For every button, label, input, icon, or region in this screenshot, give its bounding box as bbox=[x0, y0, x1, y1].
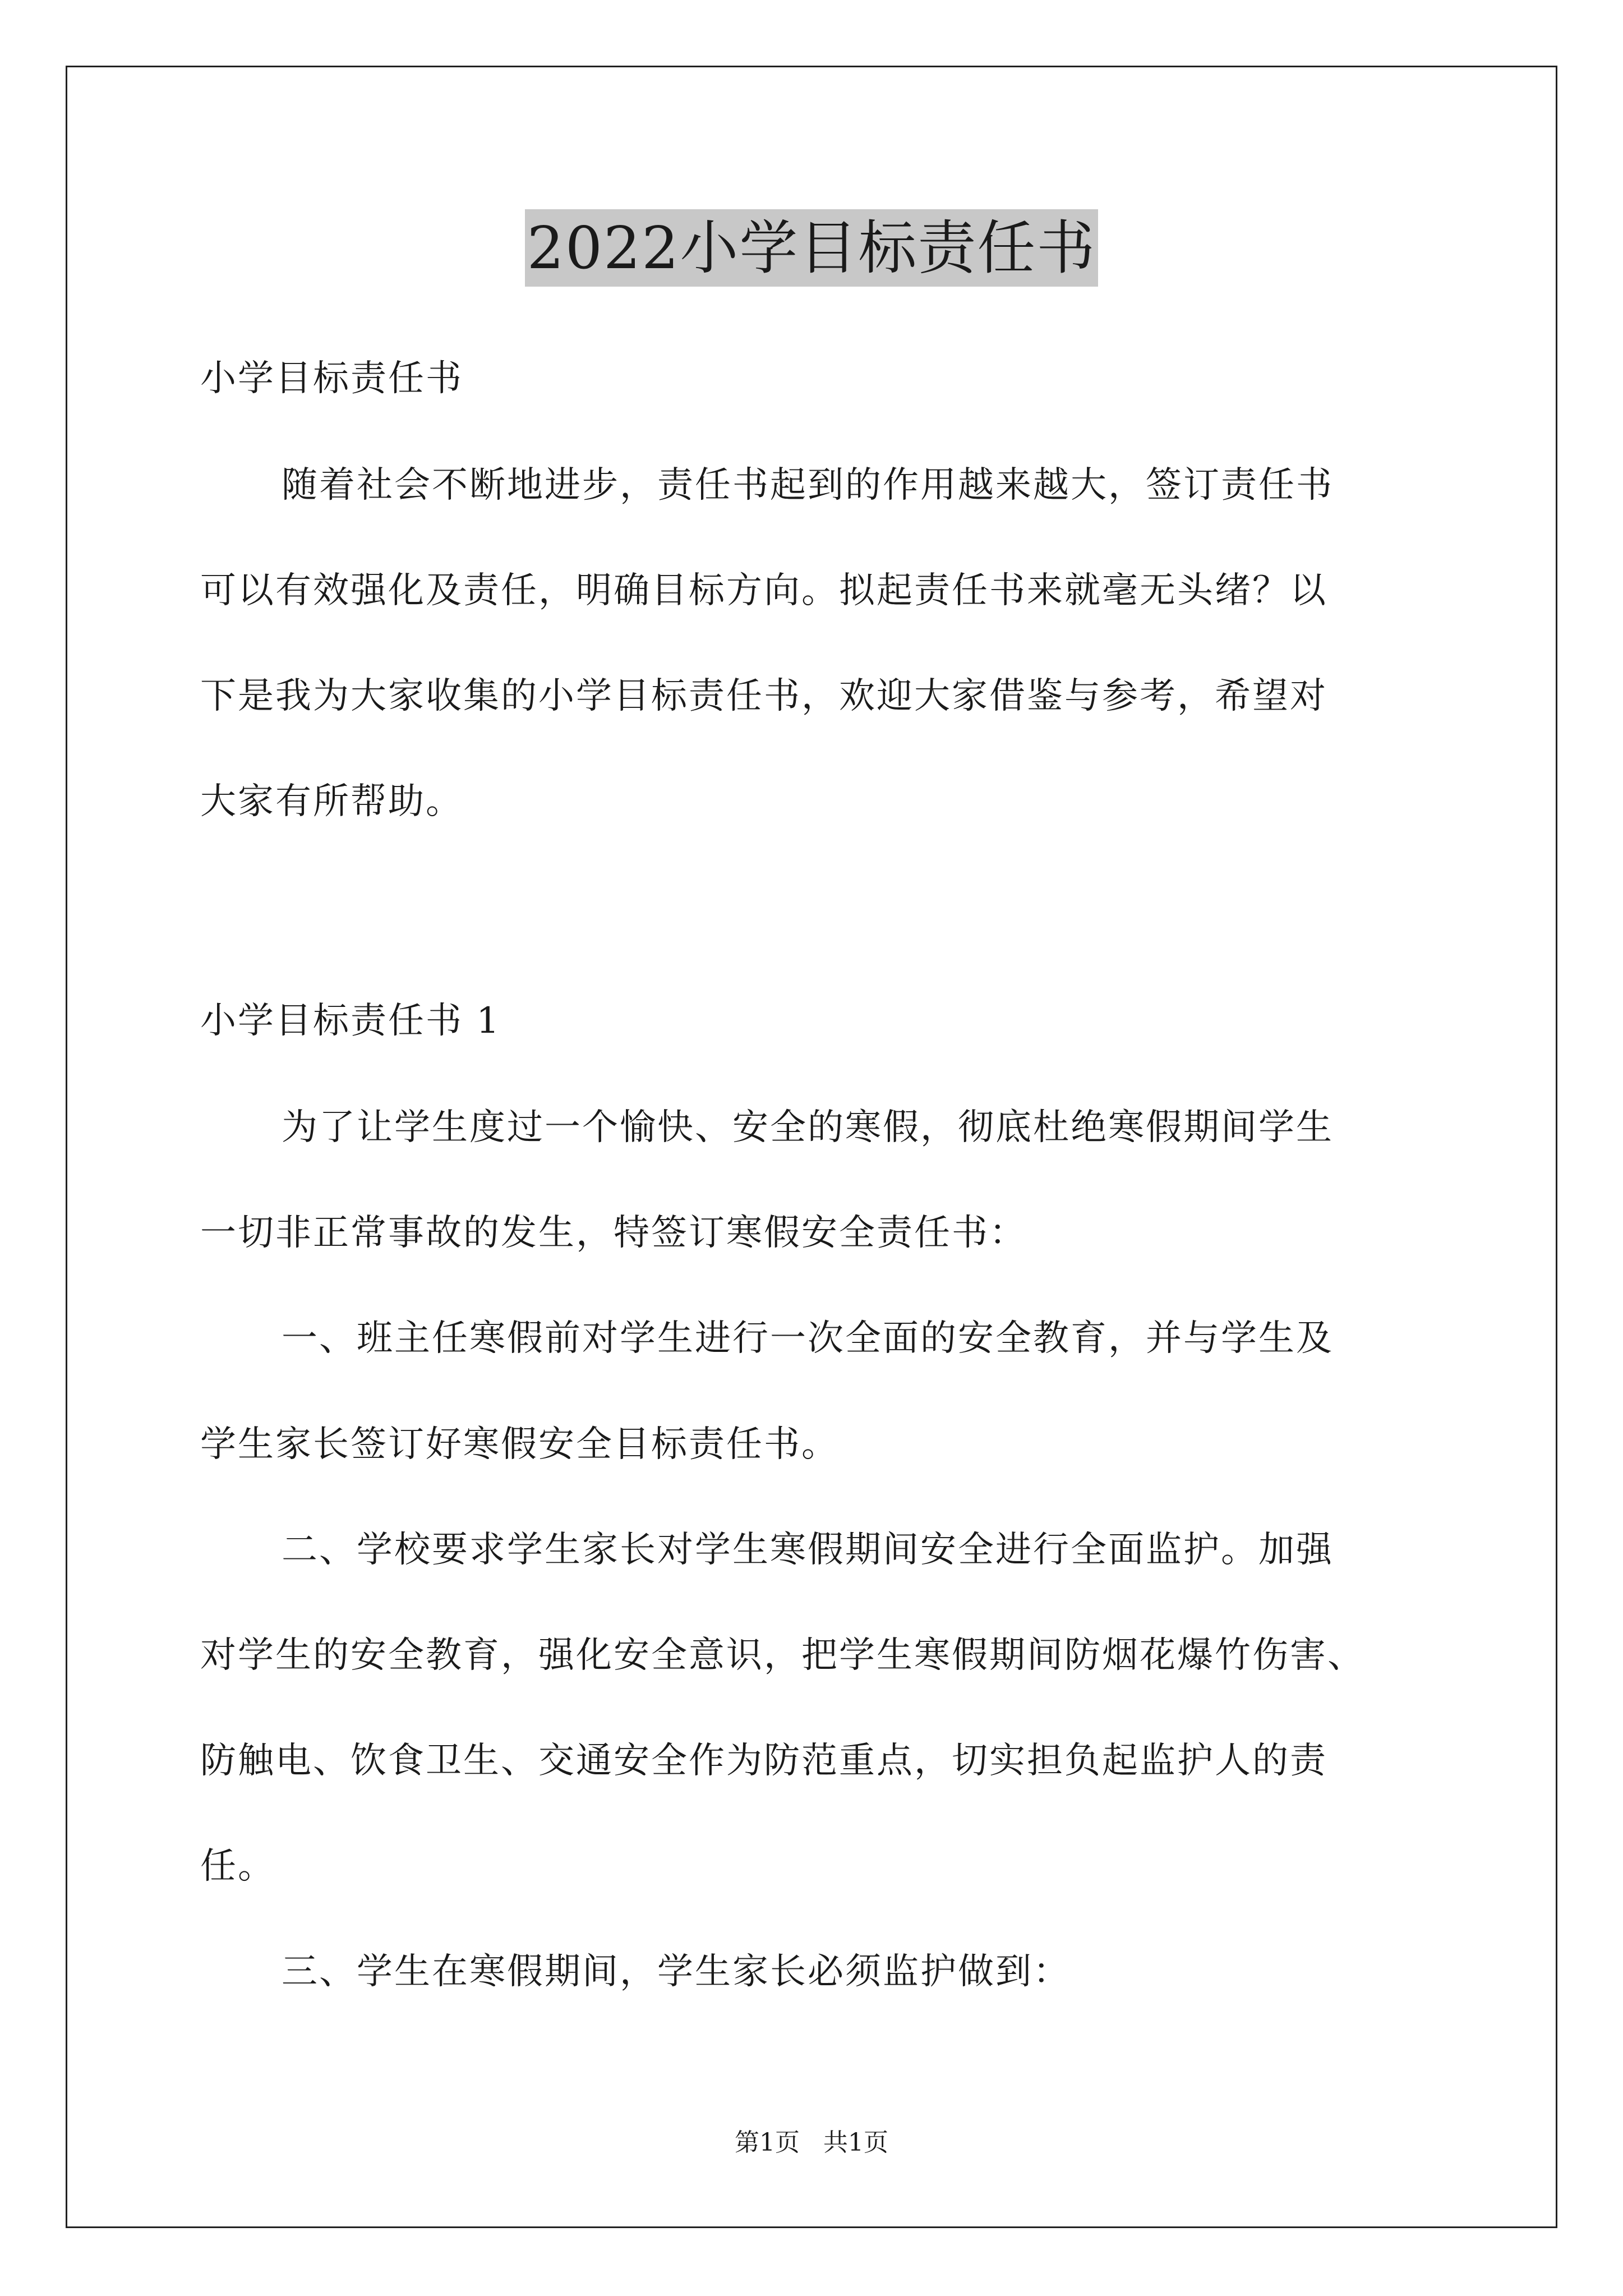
body-line: 防触电、饮食卫生、交通安全作为防范重点，切实担负起监护人的责 bbox=[200, 1740, 1327, 1782]
intro-line: 随着社会不断地进步，责任书起到的作用越来越大，签订责任书 bbox=[282, 464, 1334, 506]
body-line: 任。 bbox=[200, 1846, 275, 1887]
body-line: 一、班主任寒假前对学生进行一次全面的安全教育，并与学生及 bbox=[282, 1318, 1334, 1359]
page-footer: 第1页 共1页 bbox=[735, 2128, 888, 2157]
title-container bbox=[0, 209, 1623, 287]
body-line: 学生家长签订好寒假安全目标责任书。 bbox=[200, 1424, 839, 1465]
body-line: 一切非正常事故的发生，特签订寒假安全责任书： bbox=[200, 1212, 1027, 1254]
body-line: 为了让学生度过一个愉快、安全的寒假，彻底杜绝寒假期间学生 bbox=[282, 1107, 1334, 1148]
section-heading: 小学目标责任书 1 bbox=[200, 1000, 501, 1042]
intro-line: 可以有效强化及责任，明确目标方向。拟起责任书来就毫无头绪？以 bbox=[200, 570, 1327, 611]
intro-line: 下是我为大家收集的小学目标责任书，欢迎大家借鉴与参考，希望对 bbox=[200, 675, 1327, 717]
intro-line: 大家有所帮助。 bbox=[200, 781, 463, 822]
body-line: 对学生的安全教育，强化安全意识，把学生寒假期间防烟花爆竹伤害、 bbox=[200, 1635, 1365, 1676]
body-line: 三、学生在寒假期间，学生家长必须监护做到： bbox=[282, 1951, 1071, 1993]
document-subtitle: 小学目标责任书 bbox=[200, 358, 463, 399]
body-line: 二、学校要求学生家长对学生寒假期间安全进行全面监护。加强 bbox=[282, 1529, 1334, 1571]
document-title: 2022小学目标责任书 bbox=[525, 209, 1099, 287]
